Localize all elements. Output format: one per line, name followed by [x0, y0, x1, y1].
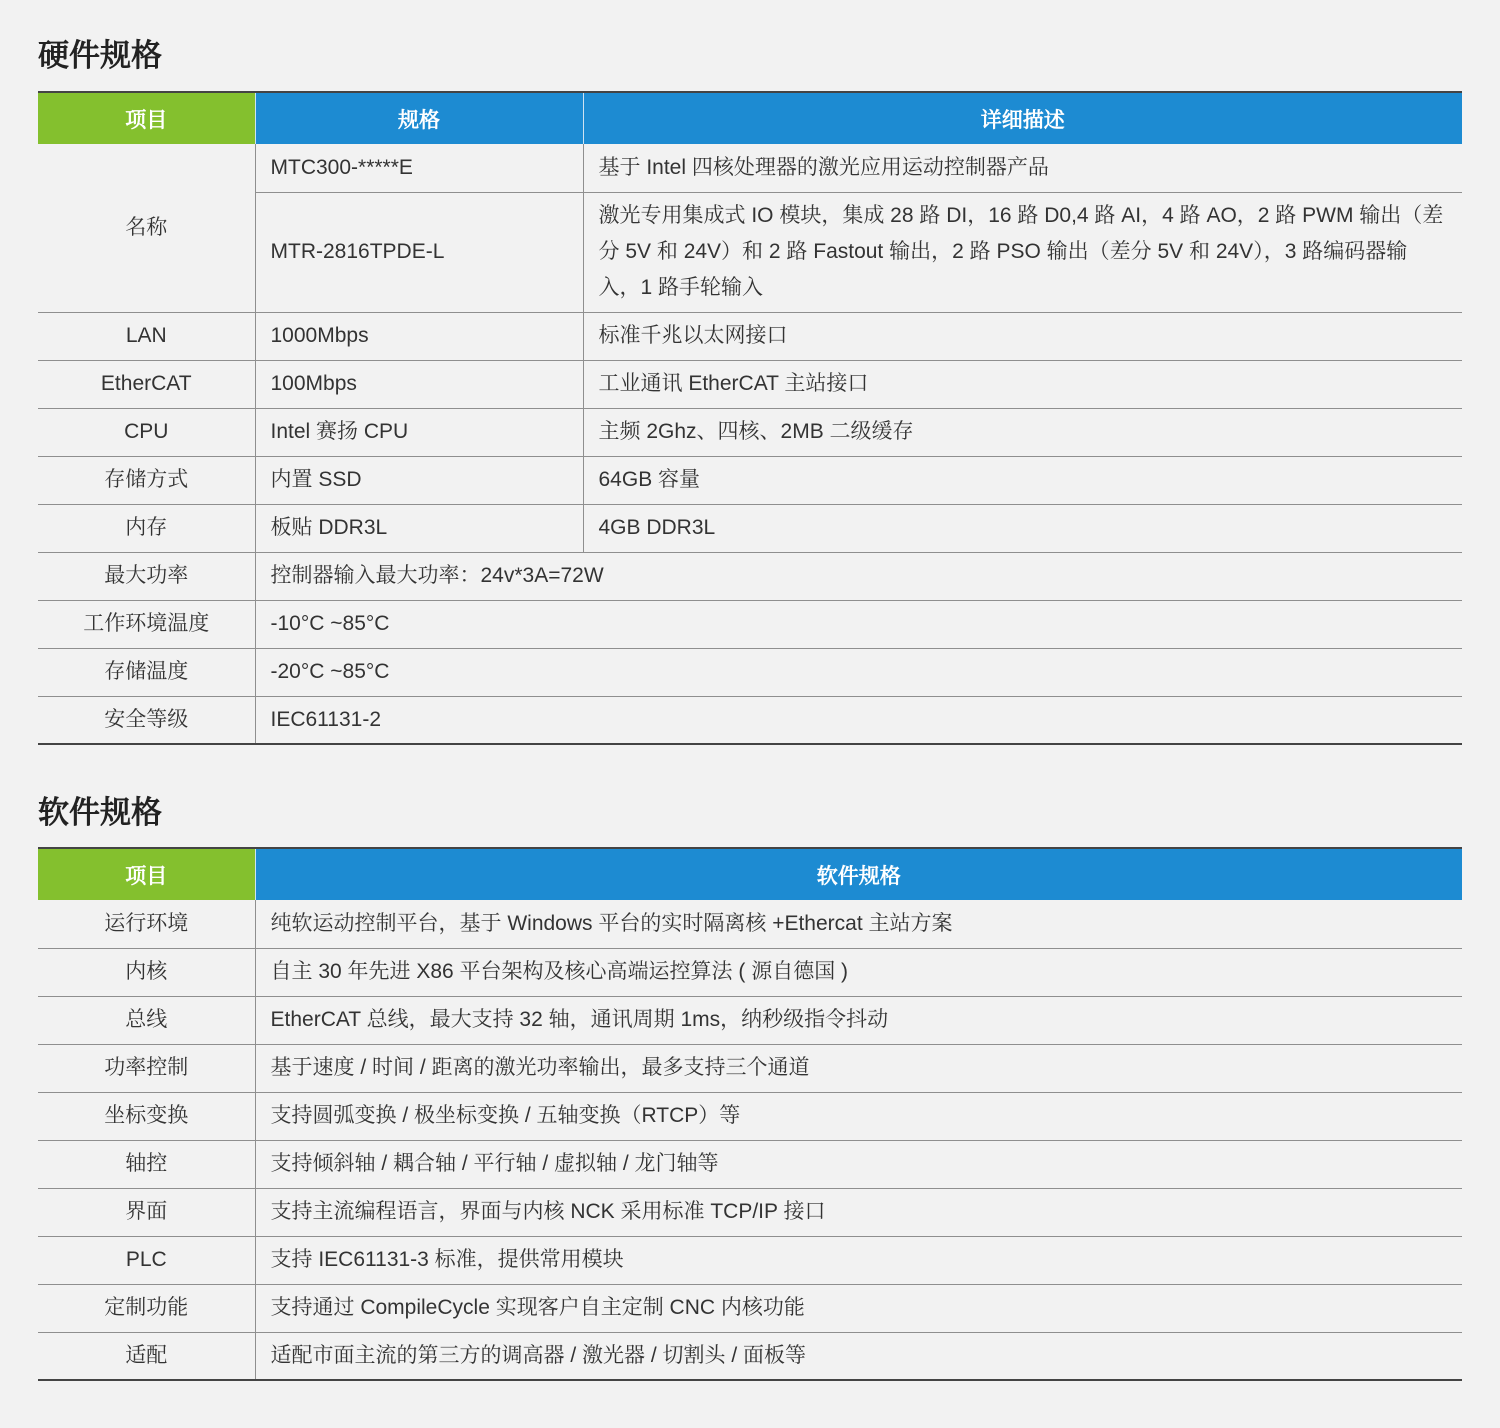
row-item-label: 定制功能	[38, 1284, 255, 1332]
row-spec: 1000Mbps	[255, 312, 583, 360]
row-value: 基于速度 / 时间 / 距离的激光功率输出，最多支持三个通道	[255, 1044, 1462, 1092]
table-row	[38, 996, 1462, 1044]
table-row	[38, 948, 1462, 996]
row-spec: 内置 SSD	[255, 456, 583, 504]
row-value: EtherCAT 总线，最大支持 32 轴，通讯周期 1ms，纳秒级指令抖动	[255, 996, 1462, 1044]
table-row	[38, 1140, 1462, 1188]
column-header-spec: 规格	[255, 92, 583, 144]
table-row	[38, 1332, 1462, 1380]
table-row	[38, 900, 1462, 948]
hardware-spec-table	[38, 91, 1462, 745]
row-spec: Intel 赛扬 CPU	[255, 408, 583, 456]
row-item-label: LAN	[38, 312, 255, 360]
row-desc: 工业通讯 EtherCAT 主站接口	[583, 360, 1462, 408]
row-desc: 64GB 容量	[583, 456, 1462, 504]
row-item-label: EtherCAT	[38, 360, 255, 408]
table-row	[38, 360, 1462, 408]
software-spec-table	[38, 847, 1462, 1381]
row-desc: 主频 2Ghz、四核、2MB 二级缓存	[583, 408, 1462, 456]
row-value: 纯软运动控制平台，基于 Windows 平台的实时隔离核 +Ethercat 主站方案	[255, 900, 1462, 948]
column-header-item: 项目	[38, 92, 255, 144]
table-row	[38, 600, 1462, 648]
table-row	[38, 1044, 1462, 1092]
table-row	[38, 408, 1462, 456]
row-item-label: 界面	[38, 1188, 255, 1236]
row-value: -10°C ~85°C	[255, 600, 1462, 648]
row-spec: 100Mbps	[255, 360, 583, 408]
row-item-label: PLC	[38, 1236, 255, 1284]
row-spec: MTR-2816TPDE-L	[255, 192, 583, 312]
table-row	[38, 552, 1462, 600]
row-spec: MTC300-*****E	[255, 144, 583, 192]
table-row	[38, 144, 1462, 192]
table-row	[38, 312, 1462, 360]
row-item-label: 适配	[38, 1332, 255, 1380]
table-row	[38, 504, 1462, 552]
table-row	[38, 1092, 1462, 1140]
row-desc: 4GB DDR3L	[583, 504, 1462, 552]
column-header-desc: 详细描述	[583, 92, 1462, 144]
row-value: 支持 IEC61131-3 标准，提供常用模块	[255, 1236, 1462, 1284]
table-header-row	[38, 848, 1462, 900]
hardware-section-title: 硬件规格	[38, 38, 162, 73]
row-item-label: 存储方式	[38, 456, 255, 504]
row-item-label: 轴控	[38, 1140, 255, 1188]
row-item-label: 最大功率	[38, 552, 255, 600]
row-value: 适配市面主流的第三方的调高器 / 激光器 / 切割头 / 面板等	[255, 1332, 1462, 1380]
row-item-label: 存储温度	[38, 648, 255, 696]
row-value: 支持主流编程语言，界面与内核 NCK 采用标准 TCP/IP 接口	[255, 1188, 1462, 1236]
row-spec: 板贴 DDR3L	[255, 504, 583, 552]
row-item-label: 内核	[38, 948, 255, 996]
table-row	[38, 1236, 1462, 1284]
row-item-label: 总线	[38, 996, 255, 1044]
software-section-title: 软件规格	[38, 795, 162, 830]
row-item-label: 运行环境	[38, 900, 255, 948]
row-value: -20°C ~85°C	[255, 648, 1462, 696]
row-value: 自主 30 年先进 X86 平台架构及核心高端运控算法 ( 源自德国 )	[255, 948, 1462, 996]
row-item-label: 内存	[38, 504, 255, 552]
table-header-row	[38, 92, 1462, 144]
table-row	[38, 456, 1462, 504]
row-desc: 激光专用集成式 IO 模块，集成 28 路 DI，16 路 D0,4 路 AI，4 路 AO，2 路 PWM 输出（差分 5V 和 24V）和 2 路 Fastout 输出，2 路 PSO 输出（差分 5V 和 24V），3 路编码器输入，1 路手轮输入	[583, 192, 1462, 312]
row-desc: 基于 Intel 四核处理器的激光应用运动控制器产品	[583, 144, 1462, 192]
row-item-label: 坐标变换	[38, 1092, 255, 1140]
table-row	[38, 1188, 1462, 1236]
row-value: 支持倾斜轴 / 耦合轴 / 平行轴 / 虚拟轴 / 龙门轴等	[255, 1140, 1462, 1188]
row-value: 支持通过 CompileCycle 实现客户自主定制 CNC 内核功能	[255, 1284, 1462, 1332]
row-item-label: CPU	[38, 408, 255, 456]
row-desc: 标准千兆以太网接口	[583, 312, 1462, 360]
row-value: IEC61131-2	[255, 696, 1462, 744]
row-value: 控制器输入最大功率：24v*3A=72W	[255, 552, 1462, 600]
column-header-item: 项目	[38, 848, 255, 900]
row-value: 支持圆弧变换 / 极坐标变换 / 五轴变换（RTCP）等	[255, 1092, 1462, 1140]
table-row	[38, 696, 1462, 744]
table-row	[38, 1284, 1462, 1332]
row-item-label: 功率控制	[38, 1044, 255, 1092]
row-item-label: 名称	[38, 144, 255, 312]
column-header-spec: 软件规格	[255, 848, 1462, 900]
row-item-label: 工作环境温度	[38, 600, 255, 648]
table-row	[38, 648, 1462, 696]
row-item-label: 安全等级	[38, 696, 255, 744]
